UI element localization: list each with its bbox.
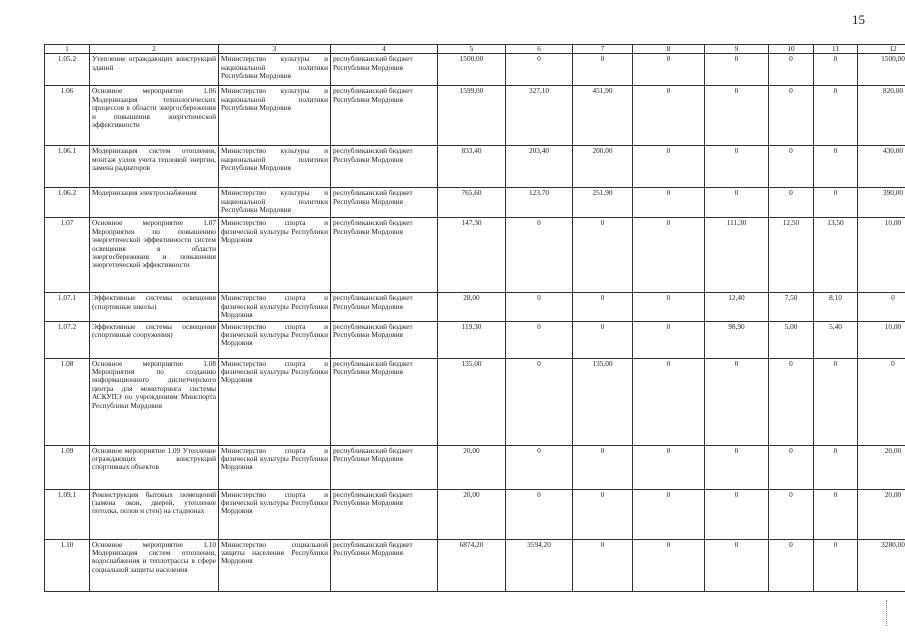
row-value: 0 bbox=[633, 358, 705, 445]
row-executor: Министерство спорта и физической культуры Республики Мордовия bbox=[219, 358, 331, 445]
row-value: 0 bbox=[769, 358, 814, 445]
row-value: 0 bbox=[705, 445, 769, 489]
row-source: республиканский бюджет Республики Мордовия bbox=[331, 146, 438, 188]
column-header: 10 bbox=[769, 45, 814, 54]
row-value: 0 bbox=[814, 539, 858, 591]
table-row bbox=[45, 188, 905, 218]
row-value: 0 bbox=[769, 445, 814, 489]
row-source: республиканский бюджет Республики Мордовия bbox=[331, 54, 438, 86]
row-value: 135,00 bbox=[438, 358, 506, 445]
row-value: 430,00 bbox=[858, 146, 905, 188]
row-executor: Министерство культуры и национальной политики Республики Мордовия bbox=[219, 54, 331, 86]
row-value: 0 bbox=[814, 86, 858, 146]
column-header: 9 bbox=[705, 45, 769, 54]
row-code: 1.09.1 bbox=[45, 489, 90, 539]
row-value: 0 bbox=[573, 293, 633, 321]
row-code: 1.05.2 bbox=[45, 54, 90, 86]
row-value: 20,00 bbox=[858, 489, 905, 539]
row-value: 0 bbox=[769, 54, 814, 86]
row-value: 0 bbox=[705, 358, 769, 445]
row-executor: Министерство спорта и физической культуры Республики Мордовия bbox=[219, 218, 331, 293]
row-value: 0 bbox=[705, 539, 769, 591]
row-name: Реконструкция бытовых помещений (замена окон, дверей, утепление потолка, полов и стен) на стадионах bbox=[90, 489, 219, 539]
row-value: 12,50 bbox=[769, 218, 814, 293]
row-source: республиканский бюджет Республики Мордовия bbox=[331, 358, 438, 445]
row-value: 6874,20 bbox=[438, 539, 506, 591]
row-value: 765,60 bbox=[438, 188, 506, 218]
row-executor: Министерство культуры и национальной политики Республики Мордовия bbox=[219, 86, 331, 146]
row-source: республиканский бюджет Республики Мордовия bbox=[331, 188, 438, 218]
column-header: 8 bbox=[633, 45, 705, 54]
row-value: 0 bbox=[633, 445, 705, 489]
row-value: 1599,00 bbox=[438, 86, 506, 146]
row-value: 20,00 bbox=[438, 445, 506, 489]
row-value: 0 bbox=[633, 86, 705, 146]
row-value: 3280,00 bbox=[858, 539, 905, 591]
row-value: 0 bbox=[705, 188, 769, 218]
row-value: 0 bbox=[814, 489, 858, 539]
row-name: Основное мероприятие 1.09 Утепление ограждающих конструкций спортивных объектов bbox=[90, 445, 219, 489]
row-value: 135,00 bbox=[573, 358, 633, 445]
row-value: 8,10 bbox=[814, 293, 858, 321]
row-source: республиканский бюджет Республики Мордовия bbox=[331, 539, 438, 591]
column-header: 12 bbox=[858, 45, 905, 54]
row-value: 0 bbox=[573, 218, 633, 293]
row-value: 0 bbox=[633, 489, 705, 539]
row-value: 0 bbox=[705, 146, 769, 188]
row-value: 5,40 bbox=[814, 321, 858, 358]
table-body bbox=[45, 54, 905, 591]
row-name: Основное мероприятие 1.07 Мероприятия по повышению энергетической эффективности систем освещения в области энергосбережения и повышения энергетической эффективности bbox=[90, 218, 219, 293]
row-value: 0 bbox=[705, 54, 769, 86]
program-table bbox=[44, 44, 905, 592]
row-value: 147,30 bbox=[438, 218, 506, 293]
row-value: 0 bbox=[814, 146, 858, 188]
row-value: 0 bbox=[506, 321, 573, 358]
row-value: 0 bbox=[814, 188, 858, 218]
row-code: 1.07 bbox=[45, 218, 90, 293]
row-source: республиканский бюджет Республики Мордовия bbox=[331, 445, 438, 489]
row-value: 0 bbox=[633, 293, 705, 321]
table-row bbox=[45, 218, 905, 293]
header-row bbox=[45, 45, 905, 54]
row-value: 123,70 bbox=[506, 188, 573, 218]
row-value: 0 bbox=[573, 54, 633, 86]
row-value: 5,00 bbox=[769, 321, 814, 358]
row-value: 10,00 bbox=[858, 218, 905, 293]
column-header: 11 bbox=[814, 45, 858, 54]
row-value: 0 bbox=[814, 358, 858, 445]
row-value: 10,00 bbox=[858, 321, 905, 358]
row-name: Основное мероприятие 1.10 Модернизация систем отопления, водоснабжения и теплотрассы в сфере социальной защиты населения bbox=[90, 539, 219, 591]
row-value: 0 bbox=[573, 489, 633, 539]
row-code: 1.09 bbox=[45, 445, 90, 489]
row-code: 1.07.2 bbox=[45, 321, 90, 358]
row-source: республиканский бюджет Республики Мордовия bbox=[331, 321, 438, 358]
table-row bbox=[45, 293, 905, 321]
row-value: 0 bbox=[705, 489, 769, 539]
row-value: 0 bbox=[633, 146, 705, 188]
row-value: 200,00 bbox=[573, 146, 633, 188]
table-row bbox=[45, 86, 905, 146]
column-header: 5 bbox=[438, 45, 506, 54]
row-source: республиканский бюджет Республики Мордовия bbox=[331, 293, 438, 321]
table-row bbox=[45, 321, 905, 358]
row-value: 0 bbox=[705, 86, 769, 146]
column-header: 3 bbox=[219, 45, 331, 54]
row-value: 7,50 bbox=[769, 293, 814, 321]
table-row bbox=[45, 539, 905, 591]
row-value: 0 bbox=[633, 218, 705, 293]
row-name: Эффективные системы освещения (спортивные сооружения) bbox=[90, 321, 219, 358]
row-name: Основное мероприятие 1.06 Модернизация технологических процессов в области энергосбережения и повышения энергетической эффективности bbox=[90, 86, 219, 146]
row-value: 0 bbox=[506, 445, 573, 489]
column-header: 4 bbox=[331, 45, 438, 54]
row-source: республиканский бюджет Республики Мордовия bbox=[331, 218, 438, 293]
row-value: 0 bbox=[633, 321, 705, 358]
row-value: 119,30 bbox=[438, 321, 506, 358]
table-row bbox=[45, 146, 905, 188]
row-source: республиканский бюджет Республики Мордовия bbox=[331, 489, 438, 539]
column-header: 2 bbox=[90, 45, 219, 54]
column-header: 1 bbox=[45, 45, 90, 54]
row-name: Утепление ограждающих конструкций зданий bbox=[90, 54, 219, 86]
row-value: 451,90 bbox=[573, 86, 633, 146]
row-executor: Министерство социальной защиты населения Республики Мордовия bbox=[219, 539, 331, 591]
row-value: 0 bbox=[506, 293, 573, 321]
row-code: 1.06.2 bbox=[45, 188, 90, 218]
row-value: 0 bbox=[858, 293, 905, 321]
row-name: Эффективные системы освещения (спортивные школы) bbox=[90, 293, 219, 321]
row-executor: Министерство культуры и национальной политики Республики Мордовия bbox=[219, 146, 331, 188]
row-value: 0 bbox=[506, 489, 573, 539]
row-code: 1.07.1 bbox=[45, 293, 90, 321]
row-value: 0 bbox=[814, 445, 858, 489]
row-code: 1.06 bbox=[45, 86, 90, 146]
table-row bbox=[45, 489, 905, 539]
row-executor: Министерство спорта и физической культуры Республики Мордовия bbox=[219, 293, 331, 321]
row-executor: Министерство культуры и национальной политики Республики Мордовия bbox=[219, 188, 331, 218]
row-value: 0 bbox=[633, 539, 705, 591]
row-value: 820,00 bbox=[858, 86, 905, 146]
row-code: 1.10 bbox=[45, 539, 90, 591]
row-value: 0 bbox=[573, 539, 633, 591]
row-value: 3594,20 bbox=[506, 539, 573, 591]
row-value: 20,00 bbox=[438, 489, 506, 539]
row-code: 1.08 bbox=[45, 358, 90, 445]
row-name: Модернизация электроснабжения bbox=[90, 188, 219, 218]
table-row bbox=[45, 54, 905, 86]
row-value: 251,90 bbox=[573, 188, 633, 218]
row-source: республиканский бюджет Республики Мордовия bbox=[331, 86, 438, 146]
row-value: 0 bbox=[633, 54, 705, 86]
row-value: 0 bbox=[769, 146, 814, 188]
row-value: 0 bbox=[506, 218, 573, 293]
row-name: Основное мероприятие 1.08 Мероприятия по созданию информационного диспетчерского центра для мониторинга системы АСКУПЭ по учреждениям Минспорта Республики Мордовия bbox=[90, 358, 219, 445]
row-value: 111,30 bbox=[705, 218, 769, 293]
row-value: 0 bbox=[769, 86, 814, 146]
row-value: 0 bbox=[506, 358, 573, 445]
row-value: 12,40 bbox=[705, 293, 769, 321]
row-name: Модернизация систем отопления, монтаж узлов учета тепловой энергии, замена радиаторов bbox=[90, 146, 219, 188]
row-code: 1.06.1 bbox=[45, 146, 90, 188]
row-executor: Министерство спорта и физической культуры Республики Мордовия bbox=[219, 321, 331, 358]
row-executor: Министерство спорта и физической культуры Республики Мордовия bbox=[219, 445, 331, 489]
row-value: 0 bbox=[573, 445, 633, 489]
margin-mark bbox=[886, 600, 890, 626]
row-value: 327,10 bbox=[506, 86, 573, 146]
row-value: 833,40 bbox=[438, 146, 506, 188]
row-value: 1500,00 bbox=[438, 54, 506, 86]
row-value: 0 bbox=[633, 188, 705, 218]
table-row bbox=[45, 358, 905, 445]
column-header: 6 bbox=[506, 45, 573, 54]
row-value: 203,40 bbox=[506, 146, 573, 188]
row-executor: Министерство спорта и физической культуры Республики Мордовия bbox=[219, 489, 331, 539]
row-value: 0 bbox=[506, 54, 573, 86]
row-value: 28,00 bbox=[438, 293, 506, 321]
table-row bbox=[45, 445, 905, 489]
row-value: 0 bbox=[814, 54, 858, 86]
row-value: 390,00 bbox=[858, 188, 905, 218]
row-value: 0 bbox=[769, 188, 814, 218]
row-value: 0 bbox=[769, 489, 814, 539]
row-value: 0 bbox=[858, 358, 905, 445]
row-value: 20,00 bbox=[858, 445, 905, 489]
column-header: 7 bbox=[573, 45, 633, 54]
row-value: 0 bbox=[769, 539, 814, 591]
row-value: 1500,00 bbox=[858, 54, 905, 86]
row-value: 98,90 bbox=[705, 321, 769, 358]
row-value: 13,50 bbox=[814, 218, 858, 293]
row-value: 0 bbox=[573, 321, 633, 358]
page-number: 15 bbox=[852, 12, 865, 27]
